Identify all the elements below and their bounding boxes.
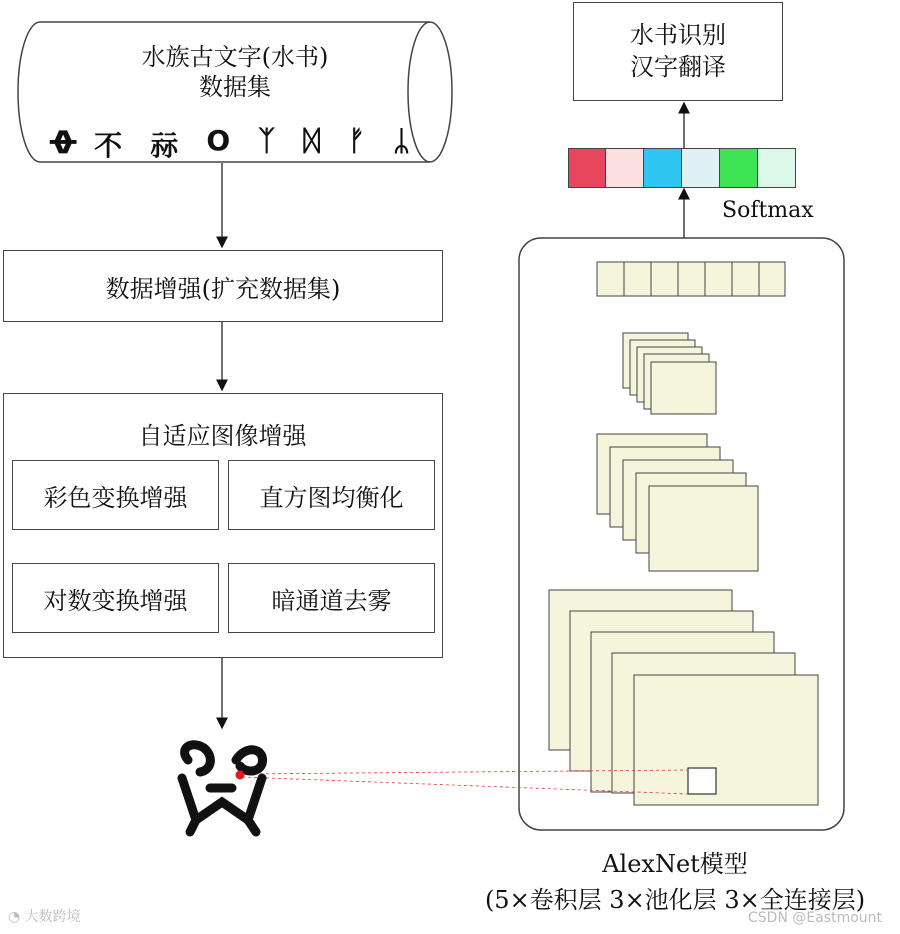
dataset-glyph-row bbox=[50, 124, 410, 164]
watermark-left bbox=[8, 906, 81, 926]
watermark-logo-icon: ◔ bbox=[8, 909, 25, 925]
softmax-cell bbox=[644, 148, 682, 188]
dataset-glyph: 祘 bbox=[150, 129, 179, 162]
softmax-vector bbox=[568, 148, 796, 188]
output-line1: 水书识别 bbox=[630, 21, 726, 49]
dataset-glyph: 不 bbox=[94, 129, 123, 162]
dataset-title-line2: 数据集 bbox=[199, 73, 271, 101]
watermark-right: CSDN @Eastmount bbox=[748, 910, 883, 926]
method-histogram-eq bbox=[228, 460, 435, 530]
dataset-glyph: ᚖ bbox=[50, 124, 66, 157]
softmax-cell bbox=[606, 148, 644, 188]
method-log-transform-label: 对数变换增强 bbox=[43, 586, 188, 615]
method-color-transform-label: 彩色变换增强 bbox=[43, 483, 188, 512]
softmax-cell bbox=[682, 148, 720, 188]
model-caption-line2: (5×卷积层 3×池化层 3×全连接层) bbox=[484, 886, 866, 914]
augment-label: 数据增强(扩充数据集) bbox=[105, 274, 341, 303]
receptive-field bbox=[688, 768, 716, 794]
dataset-glyph: ᚠ bbox=[348, 124, 365, 157]
softmax-cell bbox=[758, 148, 796, 188]
adaptive-title: 自适应图像增强 bbox=[138, 422, 307, 450]
model-caption-line1: AlexNet模型 bbox=[602, 850, 748, 878]
method-dark-channel-label: 暗通道去雾 bbox=[271, 586, 392, 615]
method-dark-channel bbox=[228, 563, 435, 633]
sample-point bbox=[236, 771, 245, 780]
augment-box bbox=[3, 250, 443, 322]
dataset-glyph: ᛞ bbox=[303, 124, 321, 157]
dataset-title bbox=[40, 42, 430, 102]
method-histogram-eq-label: 直方图均衡化 bbox=[259, 483, 404, 512]
watermark-left-text: 大数跨境 bbox=[24, 909, 81, 925]
softmax-label: Softmax bbox=[722, 198, 814, 223]
softmax-cell bbox=[568, 148, 606, 188]
sample-character-image bbox=[182, 745, 263, 832]
model-caption bbox=[450, 846, 900, 918]
dataset-glyph: ᛉ bbox=[258, 124, 276, 157]
output-box bbox=[573, 2, 783, 101]
method-log-transform bbox=[12, 563, 219, 633]
output-line2: 汉字翻译 bbox=[630, 53, 726, 81]
dataset-title-line1: 水族古文字(水书) bbox=[141, 43, 329, 71]
dataset-glyph: O bbox=[206, 124, 231, 157]
method-color-transform bbox=[12, 460, 219, 530]
fc-layer bbox=[597, 262, 785, 296]
softmax-cell bbox=[720, 148, 758, 188]
dataset-glyph: ᛦ bbox=[393, 124, 410, 157]
